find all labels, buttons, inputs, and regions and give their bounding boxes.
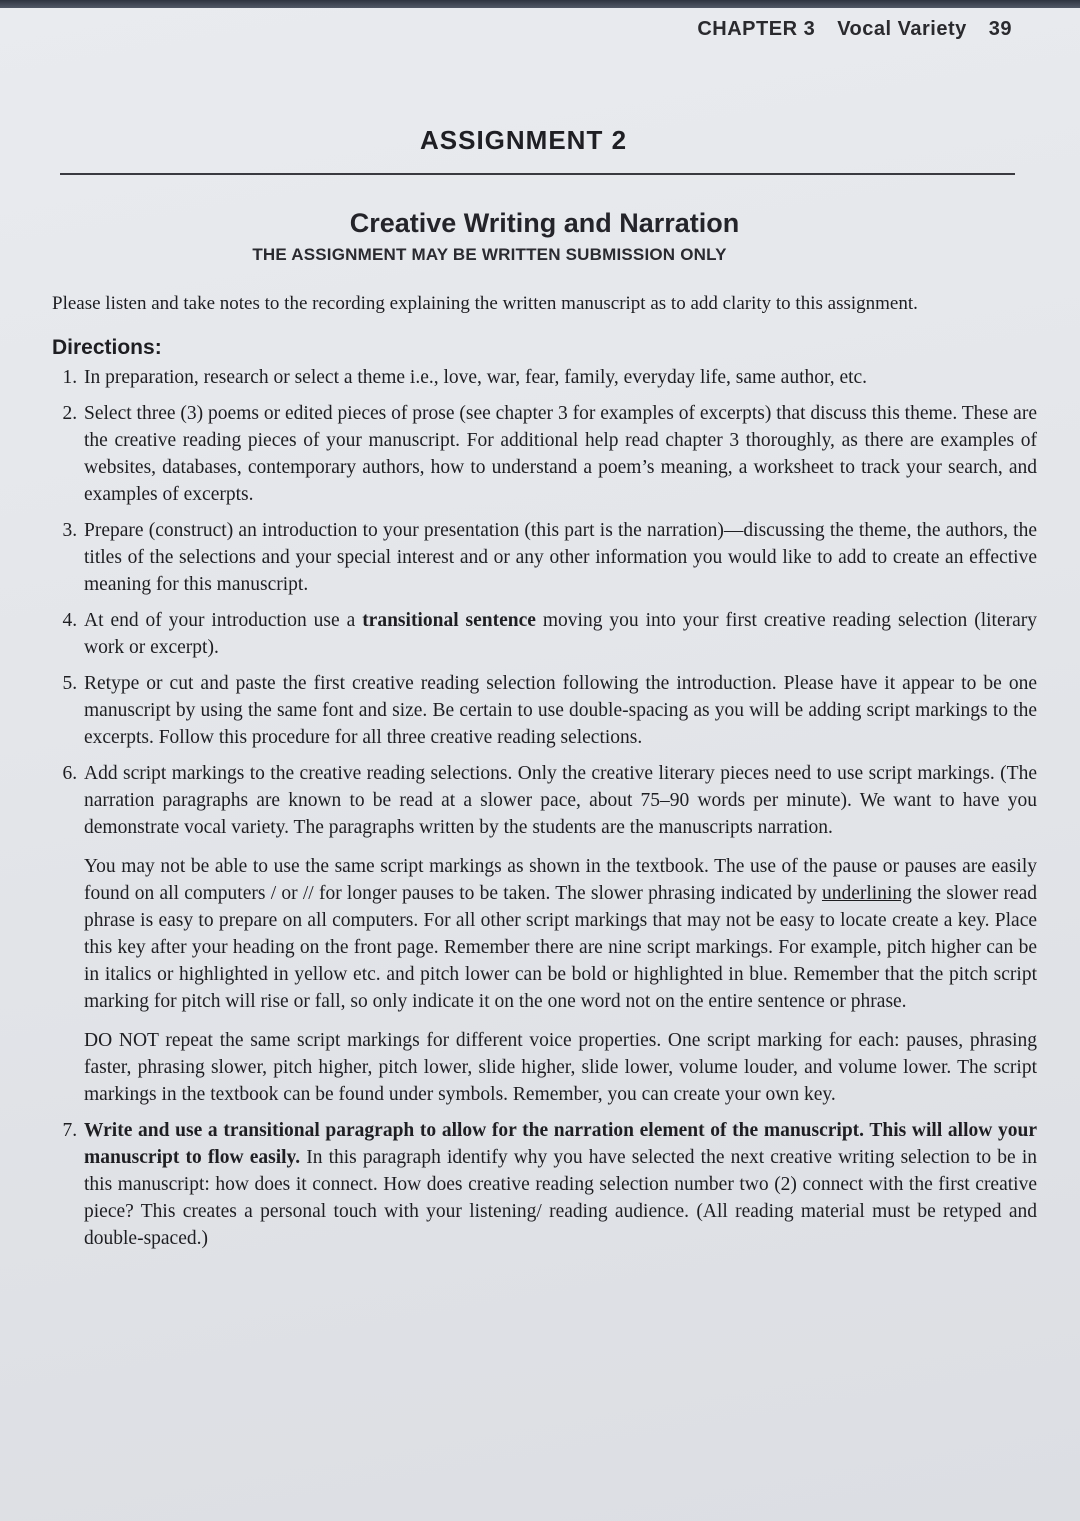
book-page — [0, 8, 1080, 1521]
step-7-bold: Write and use a transitional paragraph to allow for the narration element of the manuscript. This will allow your manuscript to flow easily. — [84, 1120, 1037, 1168]
step-6-p2-after: the slower read phrase is easy to prepare on all computers. For all other script markings that may not be easy to locate create a key. Place this key after your heading on the front page. Remember there are nine script markings. For example, pitch higher can be in italics or highlighted in yellow etc. and pitch lower can be bold or highlighted in blue. Remember that the pitch script marking for pitch will rise or fall, so only indicate it on the one word not on the entire sentence or phrase. — [84, 883, 1038, 1012]
list-item — [82, 364, 1037, 391]
step-6-p2-underlined: underlining — [821, 883, 912, 904]
step-7-text-after: In this paragraph identify why you have selected the next creative writing selection to be in this manuscript: how does it connect. How does creative reading selection number two (2) connect with the first creative piece? This creates a personal touch with your listening/ reading audience. (All reading material must be retyped and double-spaced.) — [84, 1147, 1037, 1249]
list-item — [82, 607, 1037, 661]
subtitle: Creative Writing and Narration — [349, 208, 740, 238]
step-1-text: In preparation, research or select a theme i.e., love, war, fear, family, everyday life, same author, etc. — [84, 367, 868, 388]
submission-note: THE ASSIGNMENT MAY BE WRITTEN SUBMISSION ONLY — [252, 245, 727, 264]
step-6-p2-before: You may not be able to use the same script markings as shown in the textbook. The use of the pause or pauses are easily found on all computers / or // for longer pauses to be taken. The slower phrasing indicated by — [84, 856, 1037, 904]
step-4-text-after: moving you into your first creative reading selection (literary work or excerpt). — [84, 610, 1037, 658]
main-content — [52, 208, 1037, 1261]
directions-list — [52, 364, 1037, 1252]
list-item — [82, 400, 1037, 508]
page-number: 39 — [988, 18, 1012, 40]
list-item — [82, 670, 1037, 751]
assignment-title: ASSIGNMENT 2 — [420, 125, 628, 155]
step-6-paragraph-2 — [84, 853, 1037, 1015]
step-2-text: Select three (3) poems or edited pieces of prose (see chapter 3 for examples of excerpts) that discuss this theme. These are the creative reading pieces of your manuscript. For additional help read chapter 3 thoroughly, as there are examples of websites, databases, contemporary authors, how to understand a poem’s meaning, a worksheet to track your search, and examples of excerpts. — [84, 403, 1037, 505]
step-6-text: Add script markings to the creative reading selections. Only the creative literary pieces need to use script markings. (The narration paragraphs are known to be read at a slower pace, about 75–90 words per minute). We want to have you demonstrate vocal variety. The paragraphs written by the students are the manuscripts narration. — [84, 763, 1037, 838]
list-item — [82, 760, 1037, 1108]
section-label: Vocal Variety — [837, 18, 967, 40]
intro-paragraph: Please listen and take notes to the recording explaining the written manuscript as to add clarity to this assignment. — [52, 293, 918, 314]
header-rule — [60, 173, 1015, 175]
step-3-text: Prepare (construct) an introduction to your presentation (this part is the narration)—discussing the theme, the authors, the titles of the selections and your special interest and or any other information you would like to add to create an effective meaning for this manuscript. — [84, 520, 1037, 595]
step-4-text-before: At end of your introduction use a — [84, 610, 363, 631]
chapter-label: CHAPTER 3 — [697, 18, 816, 40]
directions-heading: Directions: — [52, 336, 162, 359]
step-4-bold: transitional sentence — [362, 610, 536, 631]
assignment-header — [60, 123, 1015, 183]
running-head — [697, 18, 1012, 41]
list-item — [82, 517, 1037, 598]
list-item — [82, 1117, 1037, 1252]
step-6-paragraph-3: DO NOT repeat the same script markings for different voice properties. One script marking for each: pauses, phrasing faster, phrasing slower, pitch higher, pitch lower, slide higher, slide lower, volume louder, and volume lower. The script markings in the textbook can be found under symbols. Remember, you can create your own key. — [84, 1030, 1037, 1105]
step-5-text: Retype or cut and paste the first creative reading selection following the introduction. Please have it appear to be one manuscript by using the same font and size. Be certain to use double-spacing as you will be adding script markings to the excerpts. Follow this procedure for all three creative reading selections. — [84, 673, 1037, 748]
